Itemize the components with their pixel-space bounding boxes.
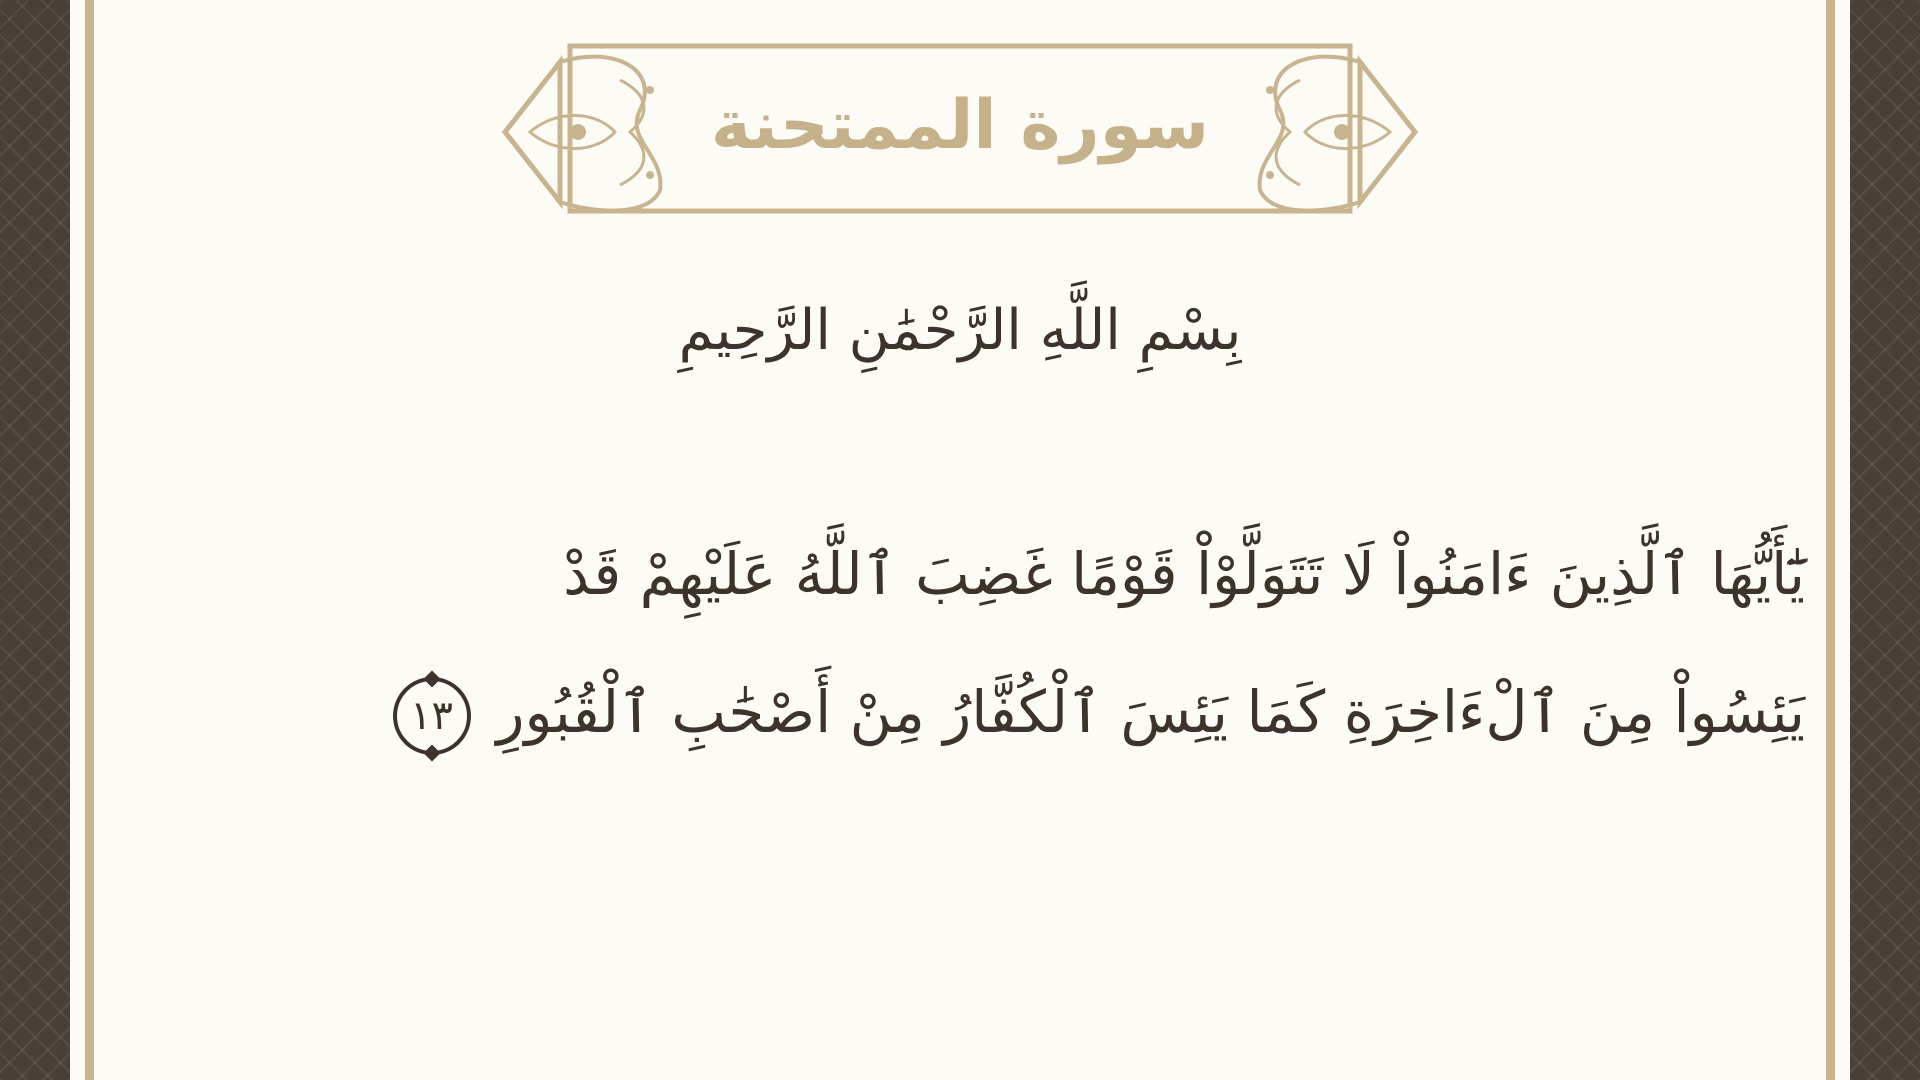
verse-line-1: يَٰٓأَيُّهَا ٱلَّذِينَ ءَامَنُواْ لَا تَتَوَلَّوْاْ قَوْمًا غَضِبَ ٱللَّهُ عَلَيْهِمْ قَدْ [563,540,1805,608]
left-gold-rule [85,0,94,1080]
surah-title: سورة الممتحنة [710,85,1210,165]
left-ornamental-border [0,0,70,1080]
verse-line-2-text: يَئِسُواْ مِنَ ٱلْءَاخِرَةِ كَمَا يَئِسَ ٱلْكُفَّارُ مِنْ أَصْحَٰبِ ٱلْقُبُورِ [496,678,1805,746]
verse-line-2 [320,643,1805,781]
verse-text [320,505,1805,781]
surah-header-frame [500,40,1420,230]
right-ornamental-border [1850,0,1920,1080]
basmala-calligraphy: بِسْمِ اللَّهِ الرَّحْمَٰنِ الرَّحِيمِ [678,297,1242,363]
verse-number-marker: ١٣ [393,677,471,755]
right-gold-rule [1826,0,1835,1080]
